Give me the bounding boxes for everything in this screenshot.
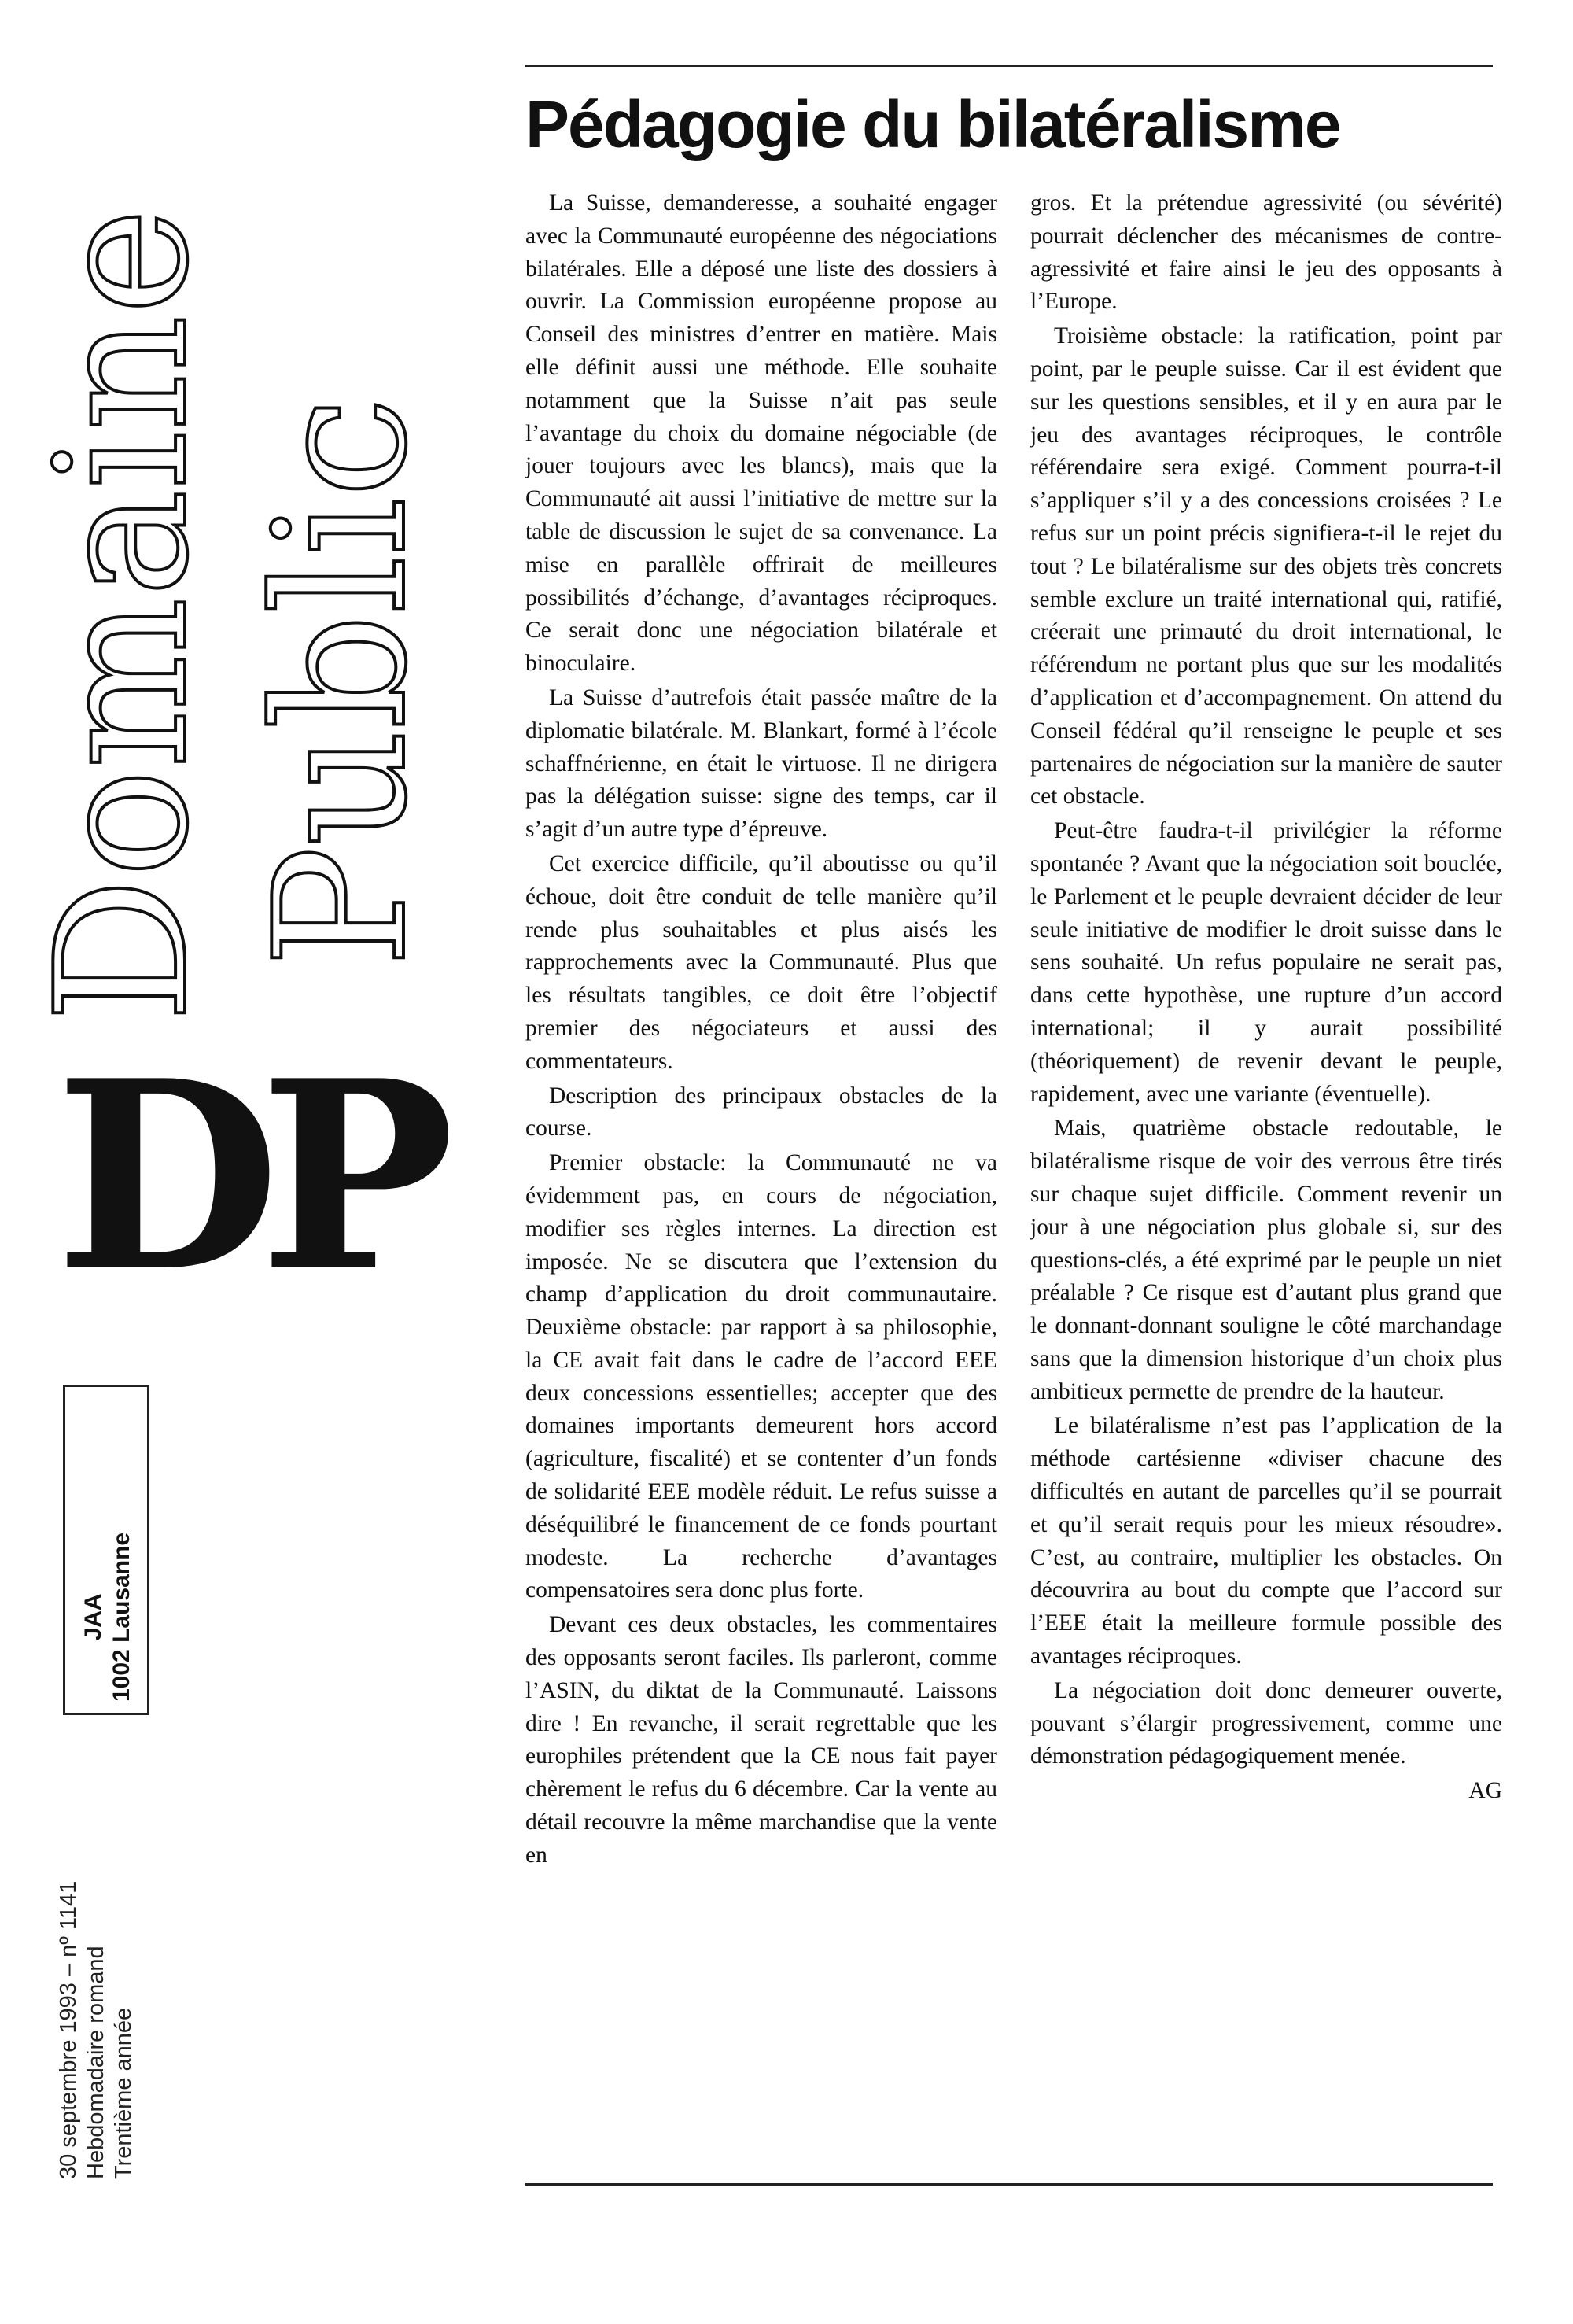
publication-info xyxy=(55,1881,138,2179)
paragraph: La négociation doit donc demeurer ouverte, pouvant s’élargir progressivement, comme une démonstration pédagogiquement menée. xyxy=(1030,1677,1502,1769)
issue-date: 30 septembre 1993 – nº 1141 xyxy=(56,1880,81,2179)
bottom-rule xyxy=(525,2183,1493,2186)
author-signature: AG xyxy=(1468,1778,1502,1804)
paragraph: Mais, quatrième obstacle redoutable, le bilatéralisme risque de voir des verrous être tirés sur chaque sujet difficile. Comment revenir un jour à une négociation plus globale si, sur des questions-clés, a été exprimé par le peuple un niet préalable ? Ce risque est d’autant plus grand que le donnant-donnant souligne le côté marchandage sans que la dimension historique d’un choix plus ambitieux permette de prendre de la hauteur. xyxy=(1030,1116,1502,1404)
article-title: Pédagogie du bilatéralisme xyxy=(525,87,1340,161)
paragraph: Devant ces deux obstacles, les commentaires des opposants seront faciles. Ils parleront, comme l’ASIN, du diktat de la Communauté. Laissons dire ! En revanche, il serait regrettable que les europhiles prétendent que la CE nous fait payer chèrement le refus du 6 décembre. Car la vente au détail recouvre la même marchandise que la vente en xyxy=(525,1612,997,1868)
publication-frequency: Hebdomadaire romand xyxy=(83,1946,109,2179)
publication-year: Trentième année xyxy=(111,2007,136,2179)
paragraph: Premier obstacle: la Communauté ne va évidemment pas, en cours de négociation, modifier ses règles internes. La direction est imposée. Ne se discutera que l’extension du champ d’application du droit communautaire. Deuxième obstacle: par rapport à sa philosophie, la CE avait fait dans le cadre de l’accord EEE deux concessions essentielles; accepter que des domaines importants demeurent hors accord (agriculture, fiscalité) et se contenter d’un fonds de solidarité EEE modèle réduit. Le refus suisse a déséquilibré le financement de ce fonds pourtant modeste. La recherche d’avantages compensatoires sera donc plus forte. xyxy=(525,1150,997,1603)
postal-box xyxy=(63,1385,149,1715)
paragraph: Troisième obstacle: la ratification, point par point, par le peuple suisse. Car il est évident que sur les questions sensibles, et il y en aura par le jeu des avantages réciproques, le contrôle référendaire sera exigé. Comment pourra-t-il s’appliquer s’il y a des concessions croisées ? Le refus sur un point précis signifiera-t-il le rejet du tout ? Le bilatéralisme sur des objets très concrets semble exclure un traité international qui, ratifié, créerait une primauté du droit international, le référendum ne portant plus que sur les modalités d’application et d’accompagnement. On attend du Conseil fédéral qu’il renseigne le peuple et ses partenaires de négociation sur la manière de sauter cet obstacle. xyxy=(1030,323,1502,810)
paragraph: La Suisse, demanderesse, a souhaité engager avec la Communauté européenne des négociations bilatérales. Elle a déposé une liste des dossiers à ouvrir. La Commission européenne propose au Conseil des ministres d’entrer en matière. Mais elle définit aussi une méthode. Elle souhaite notamment que la Suisse n’ait pas seule l’avantage du choix du domaine négociable (de jouer toujours avec les blancs), mais que la Communauté ait aussi l’initiative de mettre sur la table de discussion le sujet de sa convenance. La mise en parallèle offrirait de meilleures possibilités d’échange, d’avantages réciproques. Ce serait donc une négociation bilatérale et binoculaire. xyxy=(525,190,997,677)
postal-city: 1002 Lausanne xyxy=(109,1532,134,1702)
paragraph: Le bilatéralisme n’est pas l’application de la méthode cartésienne «diviser chacune des difficultés en autant de parcelles qu’il se pourrait et qu’il serait requis pour les mieux résoudre». C’est, au contraire, multiplier les obstacles. On découvrira au bout du compte que l’accord sur l’EEE était la meilleure formule possible des avantages réciproques. xyxy=(1030,1413,1502,1669)
paragraph: Cet exercice difficile, qu’il aboutisse ou qu’il échoue, doit être conduit de telle manière qu’il rende plus souhaitables et plus aisés les rapprochements avec la Communauté. Plus que les résultats tangibles, ce doit être l’objectif premier des négociateurs et aussi des commentateurs. xyxy=(525,850,997,1074)
masthead-letter-d: D xyxy=(55,1024,281,1329)
paragraph: Peut-être faudra-t-il privilégier la réforme spontanée ? Avant que la négociation soit bouclée, le Parlement et le peuple devraient décider de leur seule initiative de modifier le droit suisse dans le sens souhaité. Un refus populaire ne serait pas, dans cette hypothèse, une rupture d’un accord international; il y aurait possibilité (théoriquement) de revenir devant le peuple, rapidement, avec une variante (éventuelle). xyxy=(1030,818,1502,1107)
article-column-1 xyxy=(525,187,997,1874)
paragraph: Description des principaux obstacles de la course. xyxy=(525,1083,997,1142)
postal-jaa: JAA xyxy=(80,1593,106,1641)
masthead-letter-p: P xyxy=(260,1024,455,1329)
top-rule xyxy=(525,65,1493,67)
postal-text xyxy=(79,1533,136,1702)
paragraph-continued: gros. Et la prétendue agressivité (ou sévérité) pourrait déclencher des mécanismes de contre-agressivité et faire ainsi le jeu des opposants à l’Europe. xyxy=(1030,190,1502,315)
masthead-public: Public xyxy=(237,396,447,968)
article-column-2 xyxy=(1030,187,1502,1809)
masthead-domaine: Domaine xyxy=(18,208,228,1023)
paragraph: La Suisse d’autrefois était passée maître de la diplomatie bilatérale. M. Blankart, formé à l’école schaffnérienne, en était le virtuose. Il ne dirigera pas la délégation suisse: signe des temps, car il s’agit d’un autre type d’épreuve. xyxy=(525,684,997,843)
